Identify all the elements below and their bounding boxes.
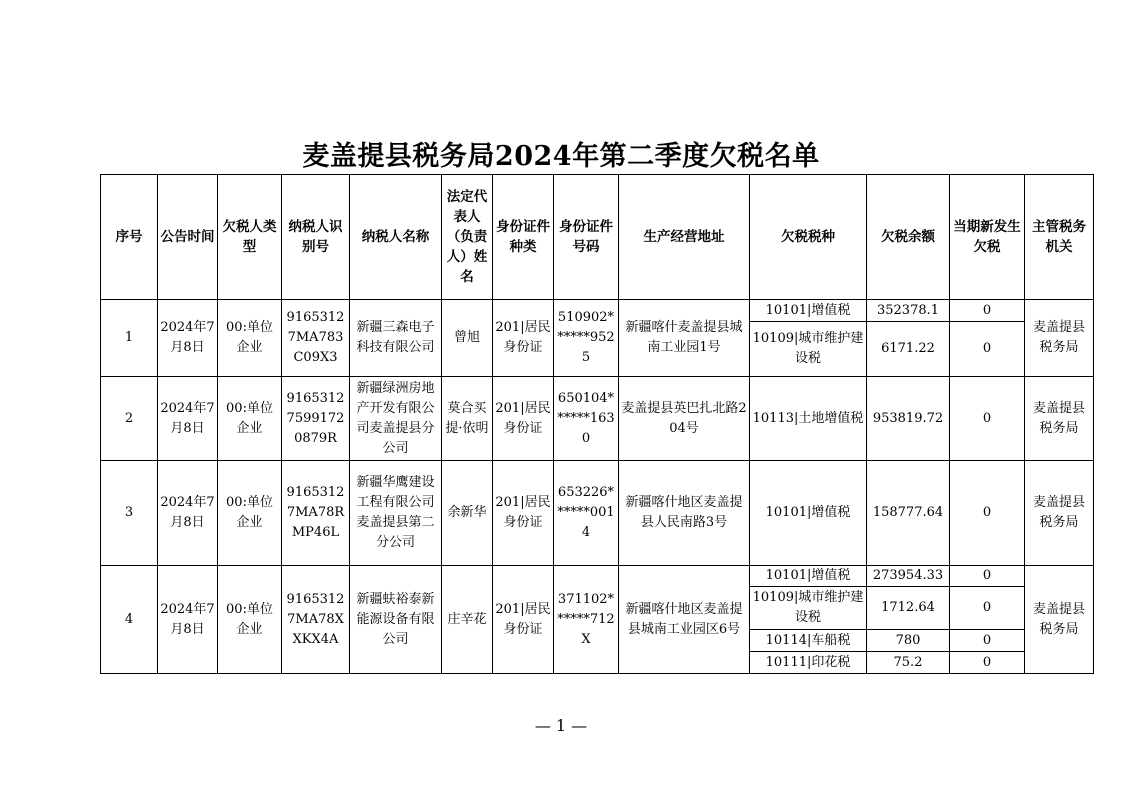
tax-balance-cell: 953819.72 xyxy=(867,377,950,461)
tax-balance-cell: 6171.22 xyxy=(867,322,950,377)
new-arrears-cell: 0 xyxy=(950,652,1025,674)
name-cell: 新疆绿洲房地产开发有限公司麦盖提县分公司 xyxy=(350,377,442,461)
tax-balance-cell: 158777.64 xyxy=(867,461,950,566)
table-row xyxy=(101,300,1094,322)
new-arrears-cell: 0 xyxy=(950,630,1025,652)
office-cell: 麦盖提县税务局 xyxy=(1025,377,1094,461)
header-cell: 纳税人名称 xyxy=(350,175,442,300)
tax-id-cell: 91653127MA78XXKX4A xyxy=(282,566,350,674)
tax-balance-cell: 273954.33 xyxy=(867,566,950,587)
header-cell: 纳税人识别号 xyxy=(282,175,350,300)
new-arrears-cell: 0 xyxy=(950,322,1025,377)
tax-kind-cell: 10114|车船税 xyxy=(750,630,867,652)
date-cell: 2024年7月8日 xyxy=(158,377,218,461)
arrears-table xyxy=(100,174,1094,674)
header-cell: 主管税务机关 xyxy=(1025,175,1094,300)
id-type-cell: 201|居民身份证 xyxy=(493,461,554,566)
page-number: — 1 — xyxy=(534,716,588,735)
tax-kind-cell: 10109|城市维护建设税 xyxy=(750,587,867,630)
header-cell: 欠税人类型 xyxy=(218,175,282,300)
id-no-cell: 653226******0014 xyxy=(554,461,619,566)
header-cell: 当期新发生欠税 xyxy=(950,175,1025,300)
type-cell: 00:单位企业 xyxy=(218,300,282,377)
seq-cell: 1 xyxy=(101,300,158,377)
new-arrears-cell: 0 xyxy=(950,300,1025,322)
id-no-cell: 650104******1630 xyxy=(554,377,619,461)
legal-rep-cell: 庄辛花 xyxy=(442,566,493,674)
id-type-cell: 201|居民身份证 xyxy=(493,566,554,674)
date-cell: 2024年7月8日 xyxy=(158,461,218,566)
header-cell: 序号 xyxy=(101,175,158,300)
name-cell: 新疆蚨裕泰新能源设备有限公司 xyxy=(350,566,442,674)
tax-kind-cell: 10111|印花税 xyxy=(750,652,867,674)
legal-rep-cell: 莫合买提·依明 xyxy=(442,377,493,461)
id-no-cell: 510902******9525 xyxy=(554,300,619,377)
tax-balance-cell: 780 xyxy=(867,630,950,652)
tax-id-cell: 91653127MA78RMP46L xyxy=(282,461,350,566)
address-cell: 新疆喀什地区麦盖提县城南工业园区6号 xyxy=(619,566,750,674)
office-cell: 麦盖提县税务局 xyxy=(1025,300,1094,377)
new-arrears-cell: 0 xyxy=(950,587,1025,630)
type-cell: 00:单位企业 xyxy=(218,461,282,566)
legal-rep-cell: 余新华 xyxy=(442,461,493,566)
table-row xyxy=(101,461,1094,566)
id-type-cell: 201|居民身份证 xyxy=(493,300,554,377)
date-cell: 2024年7月8日 xyxy=(158,566,218,674)
address-cell: 新疆喀什地区麦盖提县人民南路3号 xyxy=(619,461,750,566)
table-header-row xyxy=(101,175,1094,300)
seq-cell: 2 xyxy=(101,377,158,461)
office-cell: 麦盖提县税务局 xyxy=(1025,461,1094,566)
header-cell: 欠税税种 xyxy=(750,175,867,300)
tax-kind-cell: 10109|城市维护建设税 xyxy=(750,322,867,377)
name-cell: 新疆华鹰建设工程有限公司麦盖提县第二分公司 xyxy=(350,461,442,566)
tax-kind-cell: 10113|土地增值税 xyxy=(750,377,867,461)
header-cell: 欠税余额 xyxy=(867,175,950,300)
new-arrears-cell: 0 xyxy=(950,566,1025,587)
table-row xyxy=(101,377,1094,461)
tax-kind-cell: 10101|增值税 xyxy=(750,300,867,322)
id-type-cell: 201|居民身份证 xyxy=(493,377,554,461)
address-cell: 麦盖提县英巴扎北路204号 xyxy=(619,377,750,461)
header-cell: 生产经营地址 xyxy=(619,175,750,300)
header-cell: 法定代表人（负责人）姓名 xyxy=(442,175,493,300)
tax-id-cell: 91653127MA783C09X3 xyxy=(282,300,350,377)
id-no-cell: 371102******712X xyxy=(554,566,619,674)
type-cell: 00:单位企业 xyxy=(218,566,282,674)
header-cell: 身份证件种类 xyxy=(493,175,554,300)
legal-rep-cell: 曾旭 xyxy=(442,300,493,377)
type-cell: 00:单位企业 xyxy=(218,377,282,461)
new-arrears-cell: 0 xyxy=(950,377,1025,461)
date-cell: 2024年7月8日 xyxy=(158,300,218,377)
tax-id-cell: 916531275991720879R xyxy=(282,377,350,461)
new-arrears-cell: 0 xyxy=(950,461,1025,566)
tax-kind-cell: 10101|增值税 xyxy=(750,461,867,566)
seq-cell: 4 xyxy=(101,566,158,674)
tax-balance-cell: 352378.1 xyxy=(867,300,950,322)
tax-balance-cell: 75.2 xyxy=(867,652,950,674)
document-title: 麦盖提县税务局2024年第二季度欠税名单 xyxy=(302,141,820,172)
seq-cell: 3 xyxy=(101,461,158,566)
address-cell: 新疆喀什麦盖提县城南工业园1号 xyxy=(619,300,750,377)
header-cell: 公告时间 xyxy=(158,175,218,300)
header-cell: 身份证件号码 xyxy=(554,175,619,300)
table-row xyxy=(101,566,1094,587)
tax-balance-cell: 1712.64 xyxy=(867,587,950,630)
office-cell: 麦盖提县税务局 xyxy=(1025,566,1094,674)
name-cell: 新疆三森电子科技有限公司 xyxy=(350,300,442,377)
tax-kind-cell: 10101|增值税 xyxy=(750,566,867,587)
